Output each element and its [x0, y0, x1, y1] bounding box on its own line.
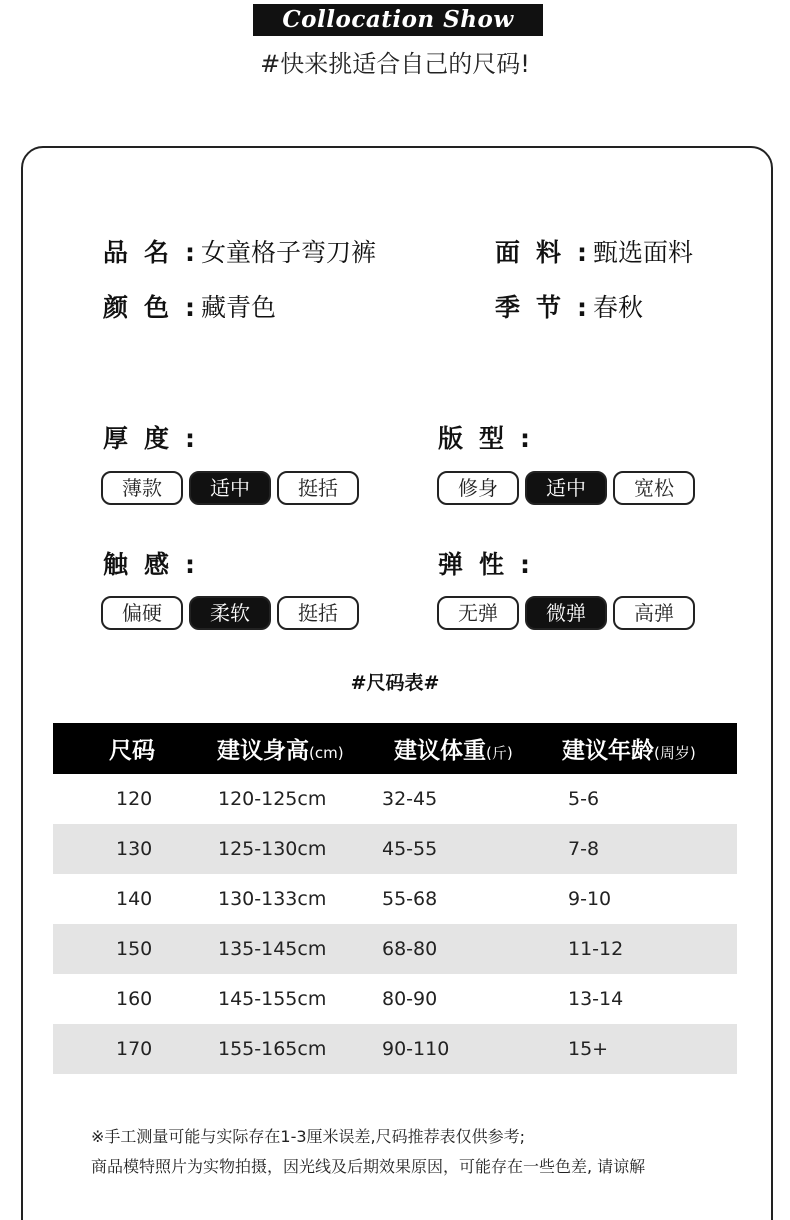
cell-size: 140 — [116, 888, 153, 910]
table-row — [53, 774, 737, 824]
cell-weight: 45-55 — [378, 824, 543, 874]
fit-option: 适中 — [525, 471, 607, 505]
feel-option: 偏硬 — [101, 596, 183, 630]
cell-age: 5-6 — [568, 788, 600, 810]
info-name-value: 女童格子弯刀裤 — [201, 238, 377, 267]
page-subtitle: #快来挑适合自己的尺码! — [260, 50, 530, 78]
cell-weight: 32-45 — [382, 788, 438, 810]
elasticity-options — [437, 596, 695, 630]
cell-age: 13-14 — [568, 988, 624, 1010]
thickness-title: 厚度: — [103, 424, 211, 453]
elasticity-title: 弹性: — [438, 550, 546, 579]
fit-option: 宽松 — [613, 471, 695, 505]
size-table-header — [53, 723, 737, 774]
cell-age: 7-8 — [543, 824, 737, 874]
thickness-options — [101, 471, 359, 505]
header-height — [203, 723, 378, 774]
collocation-show-banner: Collocation Show — [253, 4, 543, 36]
header-height-unit: (cm) — [309, 744, 344, 762]
thickness-option: 挺括 — [277, 471, 359, 505]
elasticity-option: 无弹 — [437, 596, 519, 630]
cell-size: 130 — [53, 824, 203, 874]
table-row — [53, 924, 737, 974]
info-color-label: 颜色 — [103, 293, 186, 322]
table-row — [53, 974, 737, 1024]
cell-size: 170 — [53, 1024, 203, 1074]
cell-age: 15+ — [543, 1024, 737, 1074]
cell-size: 150 — [53, 924, 203, 974]
feel-title: 触感: — [103, 550, 211, 579]
cell-height: 155-165cm — [203, 1024, 378, 1074]
info-fabric-value: 甄选面料 — [593, 238, 694, 267]
cell-size: 160 — [116, 988, 153, 1010]
info-color — [103, 291, 276, 325]
fit-options — [437, 471, 695, 505]
info-season-label: 季节 — [495, 293, 578, 322]
info-color-value: 藏青色 — [201, 293, 277, 322]
elasticity-option: 微弹 — [525, 596, 607, 630]
cell-weight: 90-110 — [378, 1024, 543, 1074]
table-row — [53, 874, 737, 924]
elasticity-option: 高弹 — [613, 596, 695, 630]
header-weight — [378, 723, 543, 774]
fit-option: 修身 — [437, 471, 519, 505]
table-row — [53, 824, 737, 874]
info-season — [495, 291, 643, 325]
info-season-colon: : — [577, 293, 588, 322]
info-name-label: 品名 — [103, 238, 186, 267]
cell-weight: 80-90 — [382, 988, 438, 1010]
cell-height: 145-155cm — [218, 988, 327, 1010]
thickness-option: 适中 — [189, 471, 271, 505]
cell-size: 120 — [116, 788, 153, 810]
info-fabric-label: 面料 — [495, 238, 578, 267]
info-fabric — [495, 236, 693, 270]
fit-title: 版型: — [438, 424, 546, 453]
measurement-note: ※手工测量可能与实际存在1-3厘米误差,尺码推荐表仅供参考; — [91, 1127, 526, 1146]
info-fabric-colon: : — [577, 238, 588, 267]
header-height-label: 建议身高 — [217, 738, 309, 764]
header-weight-unit: (斤) — [486, 744, 513, 762]
info-color-colon: : — [185, 293, 196, 322]
feel-option: 挺括 — [277, 596, 359, 630]
info-name — [103, 236, 376, 270]
info-season-value: 春秋 — [593, 293, 644, 322]
cell-height: 130-133cm — [218, 888, 327, 910]
feel-options — [101, 596, 359, 630]
cell-height: 125-130cm — [203, 824, 378, 874]
header-age — [543, 723, 737, 774]
header-size — [53, 723, 203, 774]
color-difference-note: 商品模特照片为实物拍摄，因光线及后期效果原因，可能存在一些色差, 请谅解 — [91, 1157, 646, 1176]
header-age-label: 建议年龄 — [562, 738, 654, 764]
size-table — [53, 723, 737, 1074]
cell-height: 135-145cm — [203, 924, 378, 974]
cell-height: 120-125cm — [218, 788, 327, 810]
feel-option: 柔软 — [189, 596, 271, 630]
cell-weight: 55-68 — [382, 888, 438, 910]
info-name-colon: : — [185, 238, 196, 267]
cell-age: 11-12 — [543, 924, 737, 974]
cell-age: 9-10 — [568, 888, 612, 910]
cell-weight: 68-80 — [378, 924, 543, 974]
header-size-label: 尺码 — [109, 738, 155, 764]
header-age-unit: (周岁) — [654, 744, 696, 762]
thickness-option: 薄款 — [101, 471, 183, 505]
table-row — [53, 1024, 737, 1074]
size-table-title: #尺码表# — [350, 672, 440, 694]
header-weight-label: 建议体重 — [394, 738, 486, 764]
